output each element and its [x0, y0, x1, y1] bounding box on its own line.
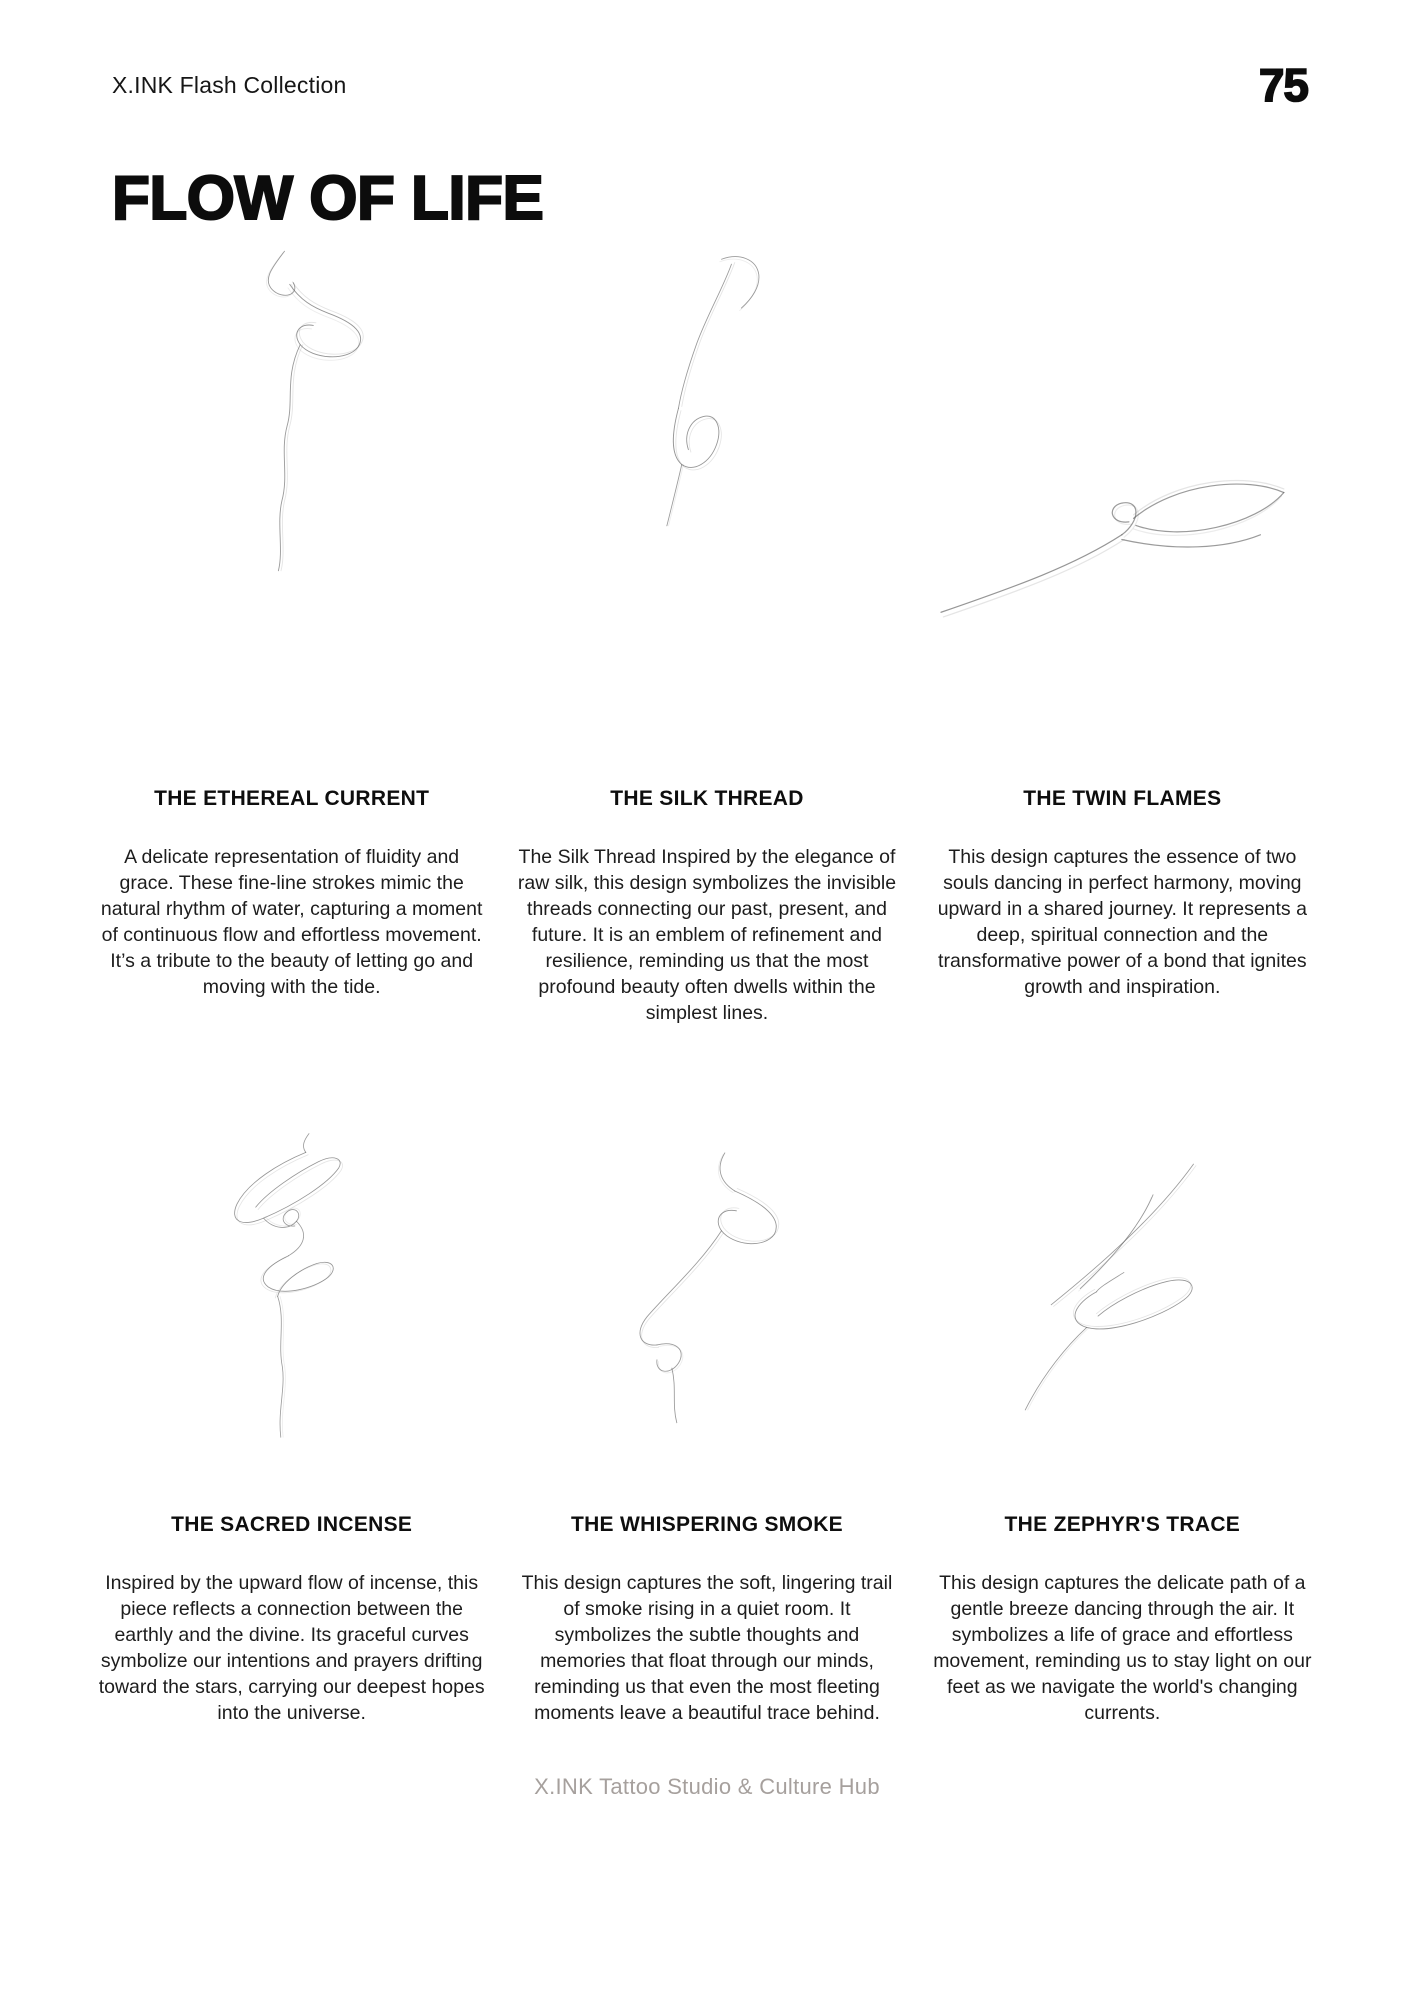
drawing-sacred-incense [96, 1062, 487, 1512]
silk-thread-smoke-drawing [599, 246, 814, 786]
designs-grid [96, 246, 1318, 1726]
drawing-whispering-smoke [511, 1062, 902, 1512]
footer-studio-label: X.INK Tattoo Studio & Culture Hub [534, 1774, 880, 1799]
design-description: The Silk Thread Inspired by the elegance of raw silk, this design symbolizes the invisible threads connecting our past, present, and future. It is an emblem of refinement and resilience, reminding us that the most profound beauty often dwells within the simplest lines. [517, 846, 897, 1024]
design-card [96, 246, 487, 1026]
design-description: This design captures the delicate path of a gentle breeze dancing through the air. It symbolizes a life of grace and effortless movement, reminding us to stay light on our feet as we navigate the world's changing currents. [933, 1572, 1312, 1724]
design-card [96, 1062, 487, 1726]
design-title: THE ETHEREAL CURRENT [154, 787, 430, 810]
design-title: THE SACRED INCENSE [171, 1513, 413, 1536]
page-number: 75 [1258, 59, 1308, 111]
design-description: This design captures the essence of two souls dancing in perfect harmony, moving upward in a shared journey. It represents a deep, spiritual connection and the transformative power of a bond that ignites growth and inspiration. [937, 846, 1307, 998]
design-title: THE SILK THREAD [610, 787, 804, 810]
design-description: Inspired by the upward flow of incense, this piece reflects a connection between the earthly and the divine. Its graceful curves symbolize our intentions and prayers drifting toward the stars, carrying our deepest hopes into the universe. [98, 1572, 485, 1724]
page-footer [0, 1774, 1414, 1800]
design-title: THE TWIN FLAMES [1023, 787, 1222, 810]
design-title: THE WHISPERING SMOKE [570, 1513, 843, 1536]
drawing-twin-flames [927, 246, 1318, 786]
twin-flames-smoke-drawing [934, 246, 1310, 786]
page-title: FLOW OF LIFE [112, 164, 544, 233]
design-description: This design captures the soft, lingering trail of smoke rising in a quiet room. It symbolizes the subtle thoughts and memories that float through our minds, reminding us that even the most fleeting moments leave a beautiful trace behind. [521, 1572, 893, 1724]
sacred-incense-smoke-drawing [190, 1062, 393, 1512]
drawing-zephyrs-trace [927, 1062, 1318, 1512]
ethereal-current-smoke-drawing [178, 246, 405, 786]
whispering-smoke-drawing [599, 1062, 814, 1512]
drawing-silk-thread [511, 246, 902, 786]
page-header [0, 0, 1414, 112]
design-card [511, 246, 902, 1026]
design-card [511, 1062, 902, 1726]
design-card [927, 246, 1318, 1026]
collection-label: X.INK Flash Collection [112, 71, 347, 98]
design-description: A delicate representation of fluidity and grace. These fine-line strokes mimic the natural rhythm of water, capturing a moment of continuous flow and effortless movement. It’s a tribute to the beauty of letting go and moving with the tide. [100, 846, 483, 998]
drawing-ethereal-current [96, 246, 487, 786]
design-title: THE ZEPHYR'S TRACE [1004, 1513, 1241, 1536]
zephyrs-trace-smoke-drawing [1001, 1062, 1244, 1512]
design-card [927, 1062, 1318, 1726]
